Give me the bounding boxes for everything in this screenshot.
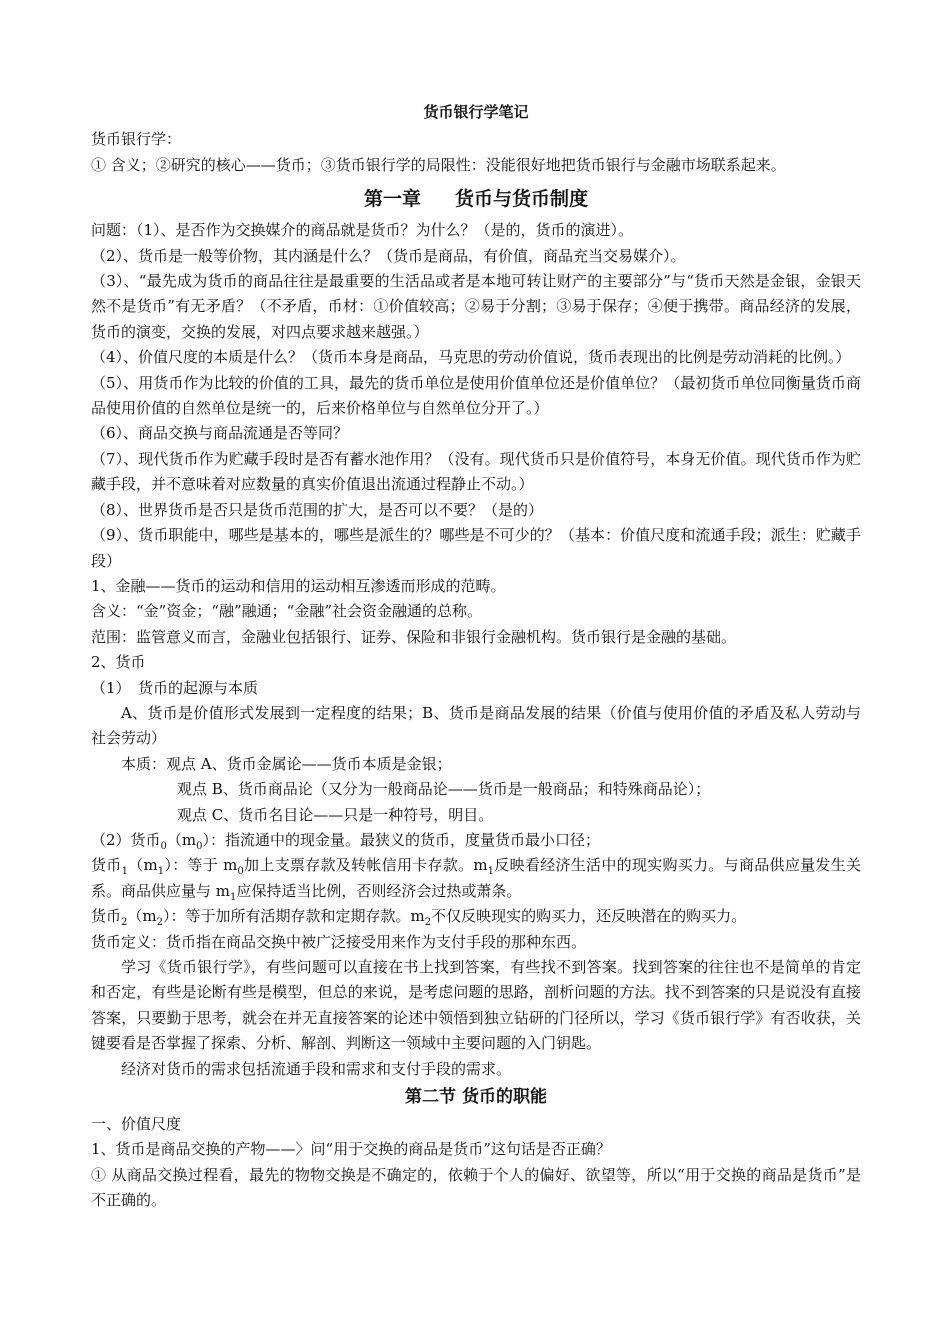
chapter-name: 货币与货币制度 xyxy=(455,188,589,211)
m2-text1-sub: 2 xyxy=(424,917,432,929)
m1-msub: 1 xyxy=(157,866,165,878)
m1-text1: ）：等于 m xyxy=(164,856,238,875)
m1-text3: 反映看经济生活中的现实购买力。与商品供应量发生关系。商品供应量与 m xyxy=(91,856,861,900)
demand-paragraph: 经济对货币的需求包括流通手段和需求和支付手段的需求。 xyxy=(121,1059,512,1078)
intro-label: 货币银行学： xyxy=(91,130,182,149)
m2-open: （m xyxy=(127,907,157,926)
m2-head: 货币 xyxy=(91,907,122,926)
finance-scope: 范围：监管意义而言，金融业包括银行、证券、保险和非银行金融机构。货币银行是金融的基础。 xyxy=(91,627,737,646)
section-heading: 第二节 货币的职能 xyxy=(405,1087,547,1108)
m1-text1-sub: 0 xyxy=(237,866,244,878)
section-answer: ① 从商品交换过程看，最先的物物交换是不确定的，依赖于个人的偏好、欲望等，所以“用于交换的商品是货币”是不正确的。 xyxy=(91,1165,861,1210)
section-subheading: 一、价值尺度 xyxy=(91,1115,182,1134)
question-7: （7）、现代货币作为贮藏手段时是否有蓄水池作用？（没有。现代货币只是价值符号，本身无价值。现代货币作为贮藏手段，并不意味着对应数量的真实价值退出流通过程静止不动。） xyxy=(91,449,861,494)
money-origin-heading: （1） 货币的起源与本质 xyxy=(91,678,259,697)
question-4: （4）、价值尺度的本质是什么？（货币本身是商品，马克思的劳动价值说，货币表现出的比例是劳动消耗的比例。） xyxy=(91,348,851,367)
m0-sub: 0 xyxy=(160,840,167,852)
m1-text2: 加上支票存款及转帐信用卡存款。m xyxy=(243,856,488,875)
question-3: （3）、“最先成为货币的商品往往是最重要的生活品或者是本地可转让财产的主要部分”与“货币天然是金银，金银天然不是货币”有无矛盾？（不矛盾，币材：①价值较高；②易于分割；③易于保存；④便于携带。商品经济的发展，货币的演变，交换的发展，对四点要求越来越强。） xyxy=(91,272,861,341)
question-8: （8）、世界货币是否只是货币范围的扩大，是否可以不要？（是的） xyxy=(91,500,544,519)
chapter-heading xyxy=(91,182,861,216)
money-m0 xyxy=(91,828,861,853)
question-5: （5）、用货币作为比较的价值的工具，最先的货币单位是使用价值单位还是价值单位？（最初货币单位同衡量货币商品使用价值的自然单位是统一的，后来价格单位与自然单位分开了。） xyxy=(91,373,861,418)
m1-sub: 1 xyxy=(121,866,128,878)
money-definition: 货币定义：货币指在商品交换中被广泛接受用来作为支付手段的那种东西。 xyxy=(91,932,587,951)
intro-points: ① 含义；②研究的核心——货币；③货币银行学的局限性：没能很好地把货币银行与金融市场联系起来。 xyxy=(91,155,786,174)
question-1: 问题：（1）、是否作为交换媒介的商品就是货币？为什么？（是的，货币的演进）。 xyxy=(91,221,634,240)
money-m1 xyxy=(91,853,861,904)
chapter-label: 第一章 xyxy=(363,188,421,211)
m2-text1: ）：等于加所有活期存款和定期存款。m xyxy=(163,907,425,926)
m0-msub: 0 xyxy=(196,840,203,852)
m1-head: 货币 xyxy=(91,856,122,875)
document-page xyxy=(91,100,861,1214)
section-question: 1、货币是商品交换的产物——〉问“用于交换的商品是货币”这句话是否正确？ xyxy=(91,1140,611,1159)
m2-text2: 不仅反映现实的购买力，还反映潜在的购买力。 xyxy=(431,907,747,926)
m2-msub: 2 xyxy=(156,917,163,929)
finance-meaning: 含义：“金”资金；“融”融通；“金融”社会资金融通的总称。 xyxy=(91,602,483,621)
finance-definition: 1、金融——货币的运动和信用的运动相互渗透而形成的范畴。 xyxy=(91,576,506,595)
question-6: （6）、商品交换与商品流通是否等同？ xyxy=(91,424,349,443)
m0-head: （2）货币 xyxy=(91,830,161,849)
question-2: （2）、货币是一般等价物，其内涵是什么？（货币是商品，有价值，商品充当交易媒介）。 xyxy=(91,246,686,265)
money-essence-a: 本质：观点 A、货币金属论——货币本质是金银； xyxy=(121,754,452,773)
m0-text: ）：指流通中的现金量。最狭义的货币，度量货币最小口径； xyxy=(202,830,601,849)
money-essence-c: 观点 C、货币名目论——只是一种符号，明目。 xyxy=(177,805,494,824)
m2-sub: 2 xyxy=(121,917,128,929)
money-essence-b: 观点 B、货币商品论（又分为一般商品论——货币是一般商品；和特殊商品论）； xyxy=(177,780,711,799)
m1-text4: 应保持适当比例，否则经济会过热或萧条。 xyxy=(236,881,522,900)
money-heading: 2、货币 xyxy=(91,653,146,672)
m1-text3-sub: 1 xyxy=(230,891,237,903)
money-origin-text: A、货币是价值形式发展到一定程度的结果；B、货币是商品发展的结果（价值与使用价值的矛盾及私人劳动与社会劳动） xyxy=(91,703,861,748)
question-9: （9）、货币职能中，哪些是基本的，哪些是派生的？哪些是不可少的？（基本：价值尺度和流通手段；派生：贮藏手段） xyxy=(91,526,861,570)
m1-open: （m xyxy=(127,856,158,875)
document-title: 货币银行学笔记 xyxy=(423,103,529,121)
m0-open: （m xyxy=(166,830,197,849)
study-paragraph: 学习《货币银行学》，有些问题可以直接在书上找到答案，有些找不到答案。找到答案的往往也不是简单的肯定和否定，有些是论断有些是模型，但总的来说，是考虑问题的思路，剖析问题的方法。找不到答案的只是说没有直接答案，只要勤于思考，就会在并无直接答案的论述中领悟到独立钻研的门径所以，学习《货币银行学》有否收获，关键要看是否掌握了探索、分析、解剖、判断这一领域中主要问题的入门钥匙。 xyxy=(91,958,861,1053)
money-m2 xyxy=(91,904,861,929)
m1-text2-sub: 1 xyxy=(487,866,495,878)
